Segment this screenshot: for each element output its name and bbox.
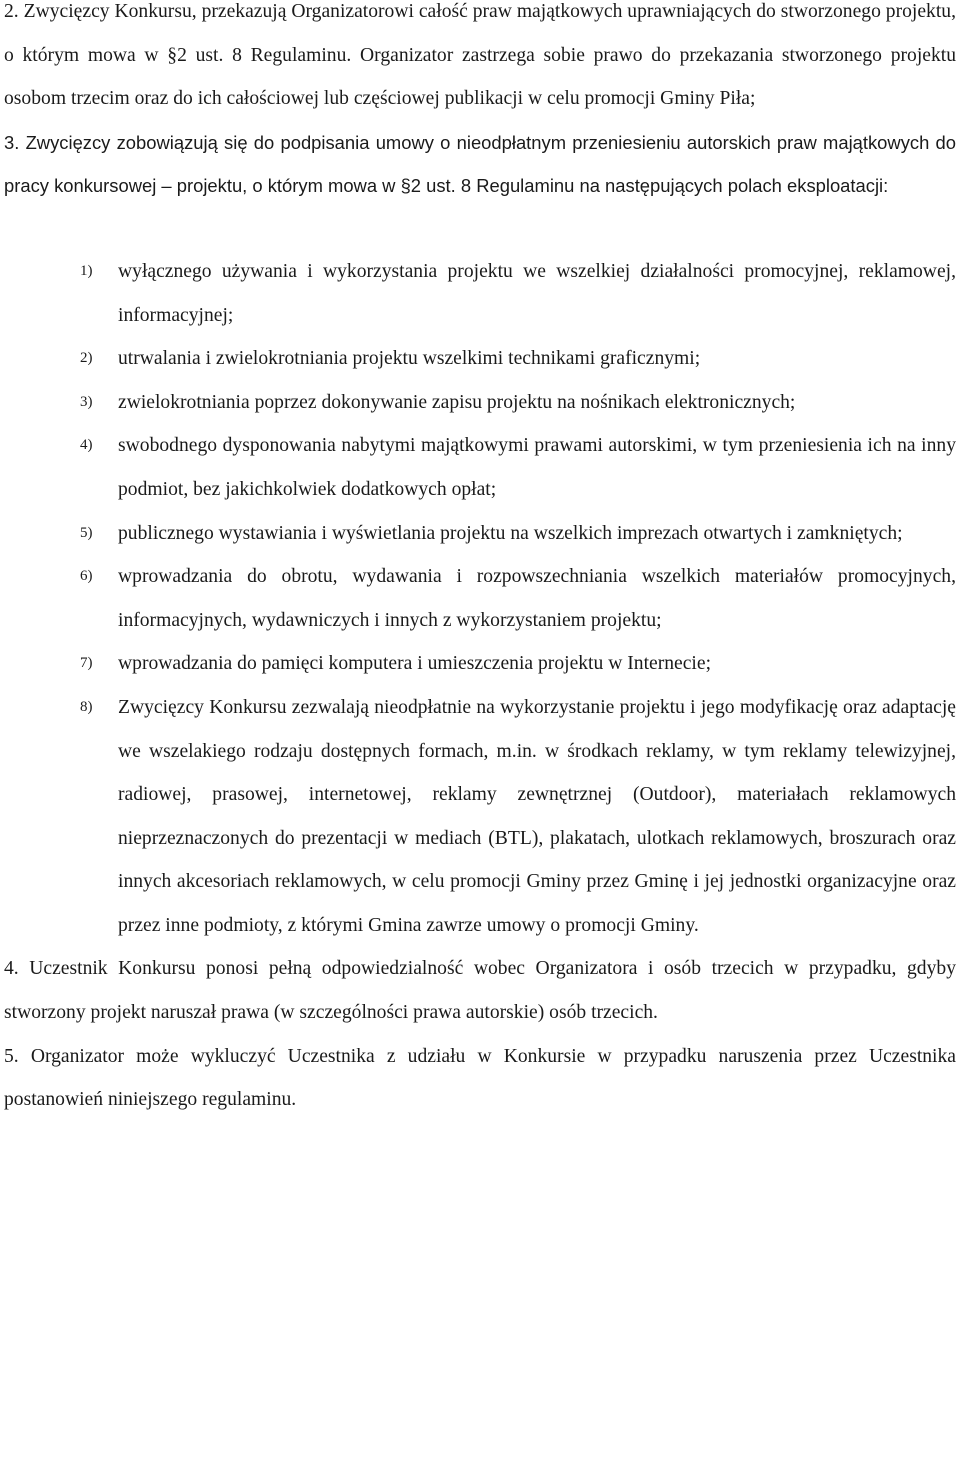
list-item-text: Zwycięzcy Konkursu zezwalają nieodpłatnie na wykorzystanie projektu i jego modyfikację oraz adaptację we wszelakiego rodzaju dostępnych formach, m.in. w środkach reklamy, w tym reklamy telewizyjnej, radiowej, prasowej, internetowej, reklamy zewnętrznej (Outdoor), materiałach reklamowych nieprzeznaczonych do prezentacji w mediach (BTL), plakatach, ulotkach reklamowych, broszurach oraz innych akcesoriach reklamowych, w celu promocji Gminy przez Gminę i jej jednostki organizacyjne oraz przez inne podmioty, z którymi Gmina zawrze umowy o promocji Gminy. xyxy=(118,696,956,936)
list-item-number: 3) xyxy=(80,393,93,410)
list-item-number: 5) xyxy=(80,524,93,541)
list-item xyxy=(4,337,956,381)
paragraph-2: 2. Zwycięzcy Konkursu, przekazują Organizatorowi całość praw majątkowych uprawniających do stworzonego projektu, o którym mowa w §2 ust. 8 Regulaminu. Organizator zastrzega sobie prawo do przekazania stworzonego projektu osobom trzecim oraz do ich całościowej lub częściowej publikacji w celu promocji Gminy Piła; xyxy=(4,1,956,110)
list-item-text: zwielokrotniania poprzez dokonywanie zapisu projektu na nośnikach elektronicznych; xyxy=(118,391,796,413)
list-item-number: 4) xyxy=(80,437,93,454)
list-item-number: 8) xyxy=(80,698,93,715)
paragraph-4: 4. Uczestnik Konkursu ponosi pełną odpowiedzialność wobec Organizatora i osób trzecich w przypadku, gdyby stworzony projekt naruszał prawa (w szczególności prawa autorskie) osób trzecich. xyxy=(4,958,956,1024)
list-item-number: 1) xyxy=(80,262,93,279)
list-item-number: 2) xyxy=(80,350,93,367)
list-item-text: utrwalania i zwielokrotniania projektu wszelkimi technikami graficznymi; xyxy=(118,348,701,370)
list-item xyxy=(4,424,956,511)
list-item xyxy=(4,555,956,642)
paragraph-3: 3. Zwycięzcy zobowiązują się do podpisania umowy o nieodpłatnym przeniesieniu autorskich praw majątkowych do pracy konkursowej – projektu, o którym mowa w §2 ust. 8 Regulaminu na następujących polach eksploatacji: xyxy=(4,131,956,197)
list-item xyxy=(4,686,956,948)
exploitation-fields-list xyxy=(4,250,956,948)
list-item-text: wprowadzania do obrotu, wydawania i rozpowszechniania wszelkich materiałów promocyjnych, informacyjnych, wydawniczych i innych z wykorzystaniem projektu; xyxy=(118,566,956,631)
list-item-text: wprowadzania do pamięci komputera i umieszczenia projektu w Internecie; xyxy=(118,653,712,675)
paragraph-5: 5. Organizator może wykluczyć Uczestnika z udziału w Konkursie w przypadku naruszenia przez Uczestnika postanowień niniejszego regulaminu. xyxy=(4,1045,956,1111)
list-item-number: 7) xyxy=(80,655,93,672)
list-item-text: publicznego wystawiania i wyświetlania projektu na wszelkich imprezach otwartych i zamkniętych; xyxy=(118,522,903,544)
list-item-text: wyłącznego używania i wykorzystania projektu we wszelkiej działalności promocyjnej, reklamowej, informacyjnej; xyxy=(118,260,956,326)
document-page xyxy=(4,0,956,1111)
list-item xyxy=(4,250,956,337)
list-item-number: 6) xyxy=(80,568,93,585)
list-item xyxy=(4,381,956,425)
list-item-text: swobodnego dysponowania nabytymi majątkowymi prawami autorskimi, w tym przeniesienia ich na inny podmiot, bez jakichkolwiek dodatkowych opłat; xyxy=(118,435,956,500)
list-item xyxy=(4,642,956,686)
list-item xyxy=(4,512,956,556)
